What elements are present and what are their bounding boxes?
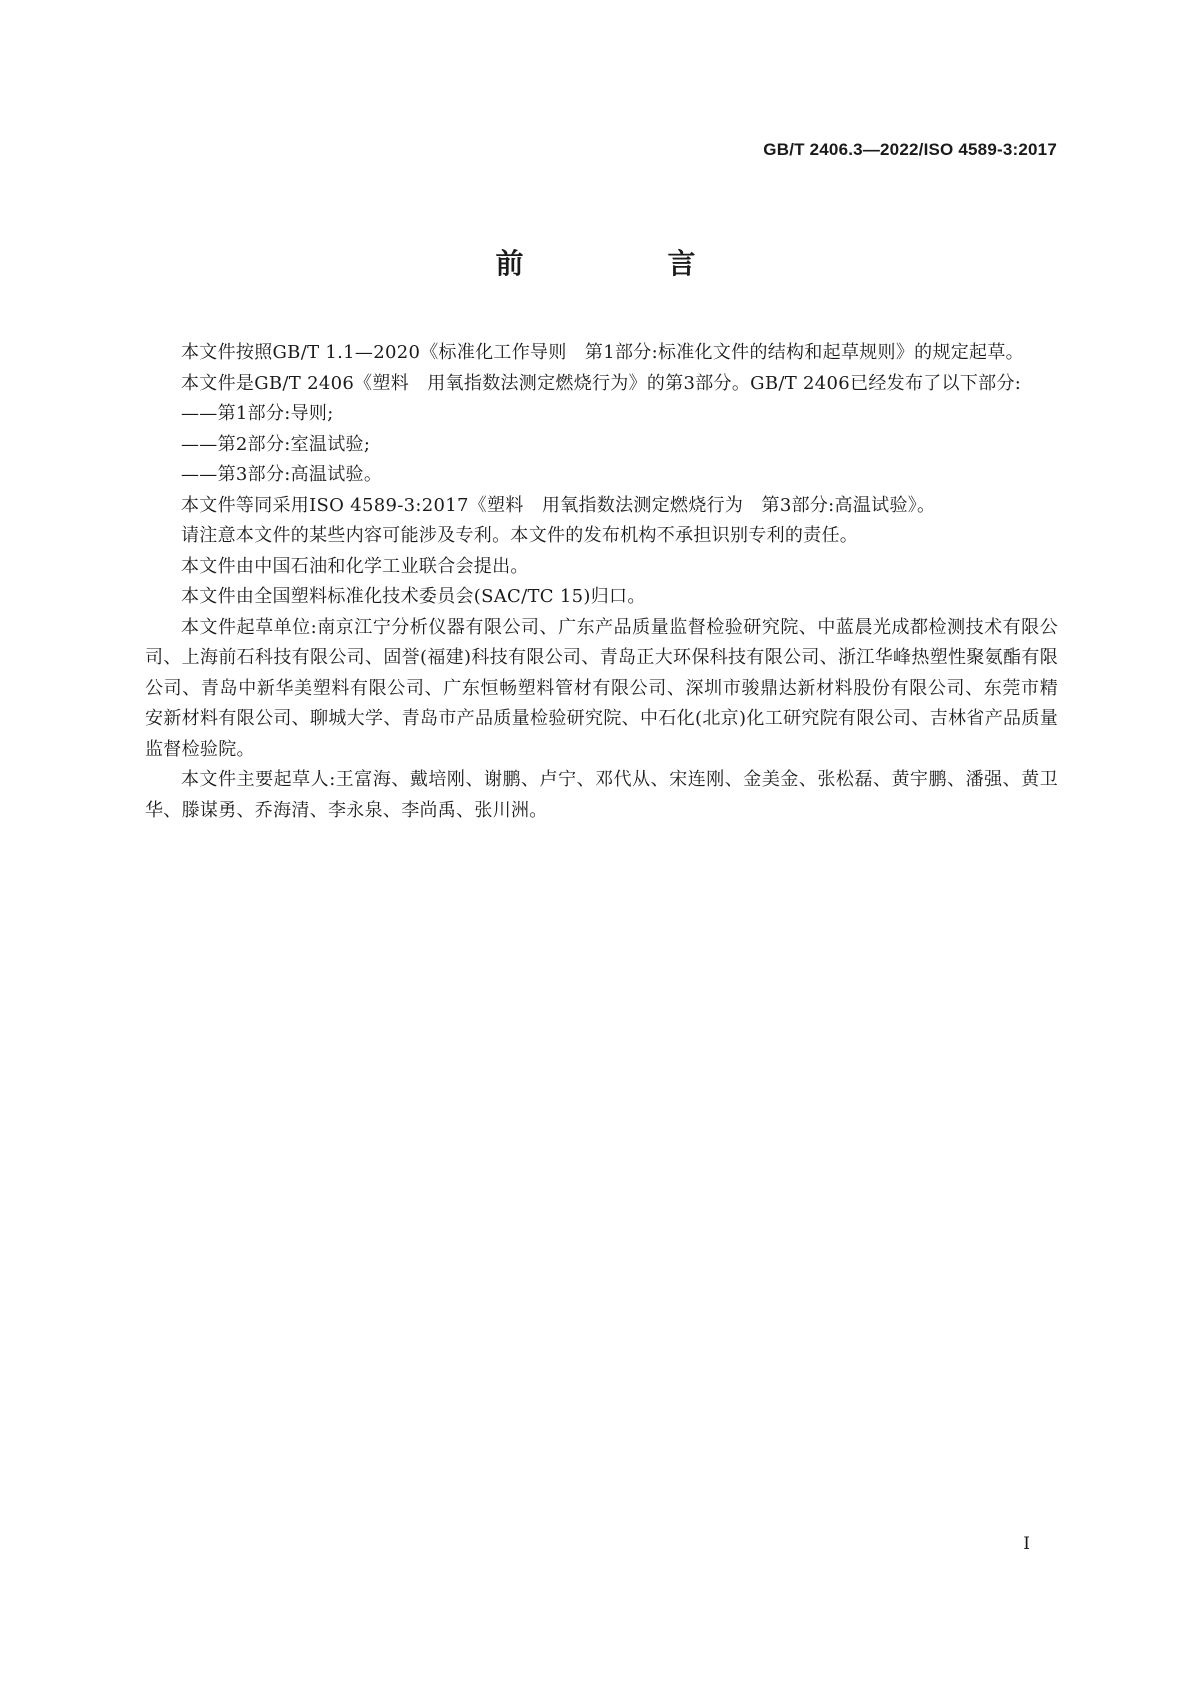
list-item-part-3: ——第3部分:高温试验。 <box>181 464 383 485</box>
list-item-part-1: ——第1部分:导则; <box>181 403 334 424</box>
paragraph-drafters: 本文件主要起草人:王富海、戴培刚、谢鹏、卢宁、邓代从、宋连刚、金美金、张松磊、黄宇鹏、潘强、黄卫华、滕谋勇、乔海清、李永泉、李尚禹、张川洲。 <box>145 769 1058 821</box>
paragraph-series-parts: 本文件是GB/T 2406《塑料 用氧指数法测定燃烧行为》的第3部分。GB/T 2406已经发布了以下部分: <box>181 372 1022 394</box>
paragraph-patent-notice: 请注意本文件的某些内容可能涉及专利。本文件的发布机构不承担识别专利的责任。 <box>181 525 859 546</box>
page-number: I <box>1023 1534 1030 1554</box>
foreword-body <box>145 338 1058 826</box>
paragraph-adoption: 本文件等同采用ISO 4589-3:2017《塑料 用氧指数法测定燃烧行为 第3部分:高温试验》。 <box>181 494 936 516</box>
list-item-part-2: ——第2部分:室温试验; <box>181 433 371 455</box>
paragraph-proposed-by: 本文件由中国石油和化学工业联合会提出。 <box>181 555 529 577</box>
standard-number-header: GB/T 2406.3—2022/ISO 4589-3:2017 <box>763 140 1057 159</box>
paragraph-drafting-rules: 本文件按照GB/T 1.1—2020《标准化工作导则 第1部分:标准化文件的结构和起草规则》的规定起草。 <box>181 342 1024 363</box>
page-title: 前 言 <box>495 247 754 280</box>
paragraph-under-jurisdiction: 本文件由全国塑料标准化技术委员会(SAC/TC 15)归口。 <box>181 586 646 607</box>
paragraph-drafting-organizations: 本文件起草单位:南京江宁分析仪器有限公司、广东产品质量监督检验研究院、中蓝晨光成都检测技术有限公司、上海前石科技有限公司、固誉(福建)科技有限公司、青岛正大环保科技有限公司、浙江华峰热塑性聚氨酯有限公司、青岛中新华美塑料有限公司、广东恒畅塑料管材有限公司、深圳市骏鼎达新材料股份有限公司、东莞市精安新材料有限公司、聊城大学、青岛市产品质量检验研究院、中石化(北京)化工研究院有限公司、吉林省产品质量监督检验院。 <box>145 616 1058 760</box>
